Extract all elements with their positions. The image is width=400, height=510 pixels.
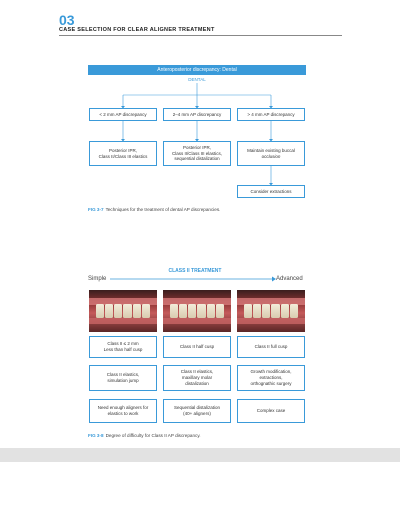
consider-extractions-box: Consider extractions xyxy=(237,185,305,198)
treatment-lt2mm-box: Posterior IPR, Class II/Class III elastics xyxy=(89,141,157,166)
class2-row1-col2: Class II half cusp xyxy=(163,336,231,358)
class2-row1-col1: Class II ≤ 2 mm Less than half cusp xyxy=(89,336,157,358)
ap-2to4mm-box: 2–4 mm AP discrepancy xyxy=(163,108,231,121)
ap-gt4mm-box: > 4 mm AP discrepancy xyxy=(237,108,305,121)
figure-3-7-title: Anteroposterior discrepancy: Dental xyxy=(88,65,306,75)
ap-lt2mm-box: < 2 mm AP discrepancy xyxy=(89,108,157,121)
chapter-title: CASE SELECTION FOR CLEAR ALIGNER TREATMENT xyxy=(59,27,215,33)
figure-3-8-title: CLASS II TREATMENT xyxy=(168,268,222,274)
figure-3-7-caption: FIG 3-7 Techniques for the treatment of dental AP discrepancies. xyxy=(88,207,221,212)
advanced-label: Advanced xyxy=(276,276,303,282)
simple-label: Simple xyxy=(88,276,107,282)
figure-3-7-subtitle: DENTAL xyxy=(188,77,206,82)
class2-row2-col2: Class II elastics, maxillary molar distalization xyxy=(163,365,231,391)
intraoral-photo-3 xyxy=(237,290,305,332)
class2-row3-col2: Sequential distalization (40+ aligners) xyxy=(163,399,231,423)
class2-row2-col3: Growth modification, extractions, orthognathic surgery xyxy=(237,365,305,391)
class2-row3-col1: Need enough aligners for elastics to work xyxy=(89,399,157,423)
figure-3-8-caption: FIG 3-8 Degree of difficulty for Class II AP discrepancy. xyxy=(88,433,201,438)
chapter-number: 03 xyxy=(59,12,75,28)
treatment-2to4mm-box: Posterior IPR, Class II/Class III elastics, sequential distalization xyxy=(163,141,231,166)
class2-row1-col3: Class II full cusp xyxy=(237,336,305,358)
intraoral-photo-1 xyxy=(89,290,157,332)
class2-row2-col1: Class II elastics, simulation jump xyxy=(89,365,157,391)
treatment-gt4mm-box: Maintain existing buccal occlusion xyxy=(237,141,305,166)
class2-row3-col3: Complex case xyxy=(237,399,305,423)
intraoral-photo-2 xyxy=(163,290,231,332)
